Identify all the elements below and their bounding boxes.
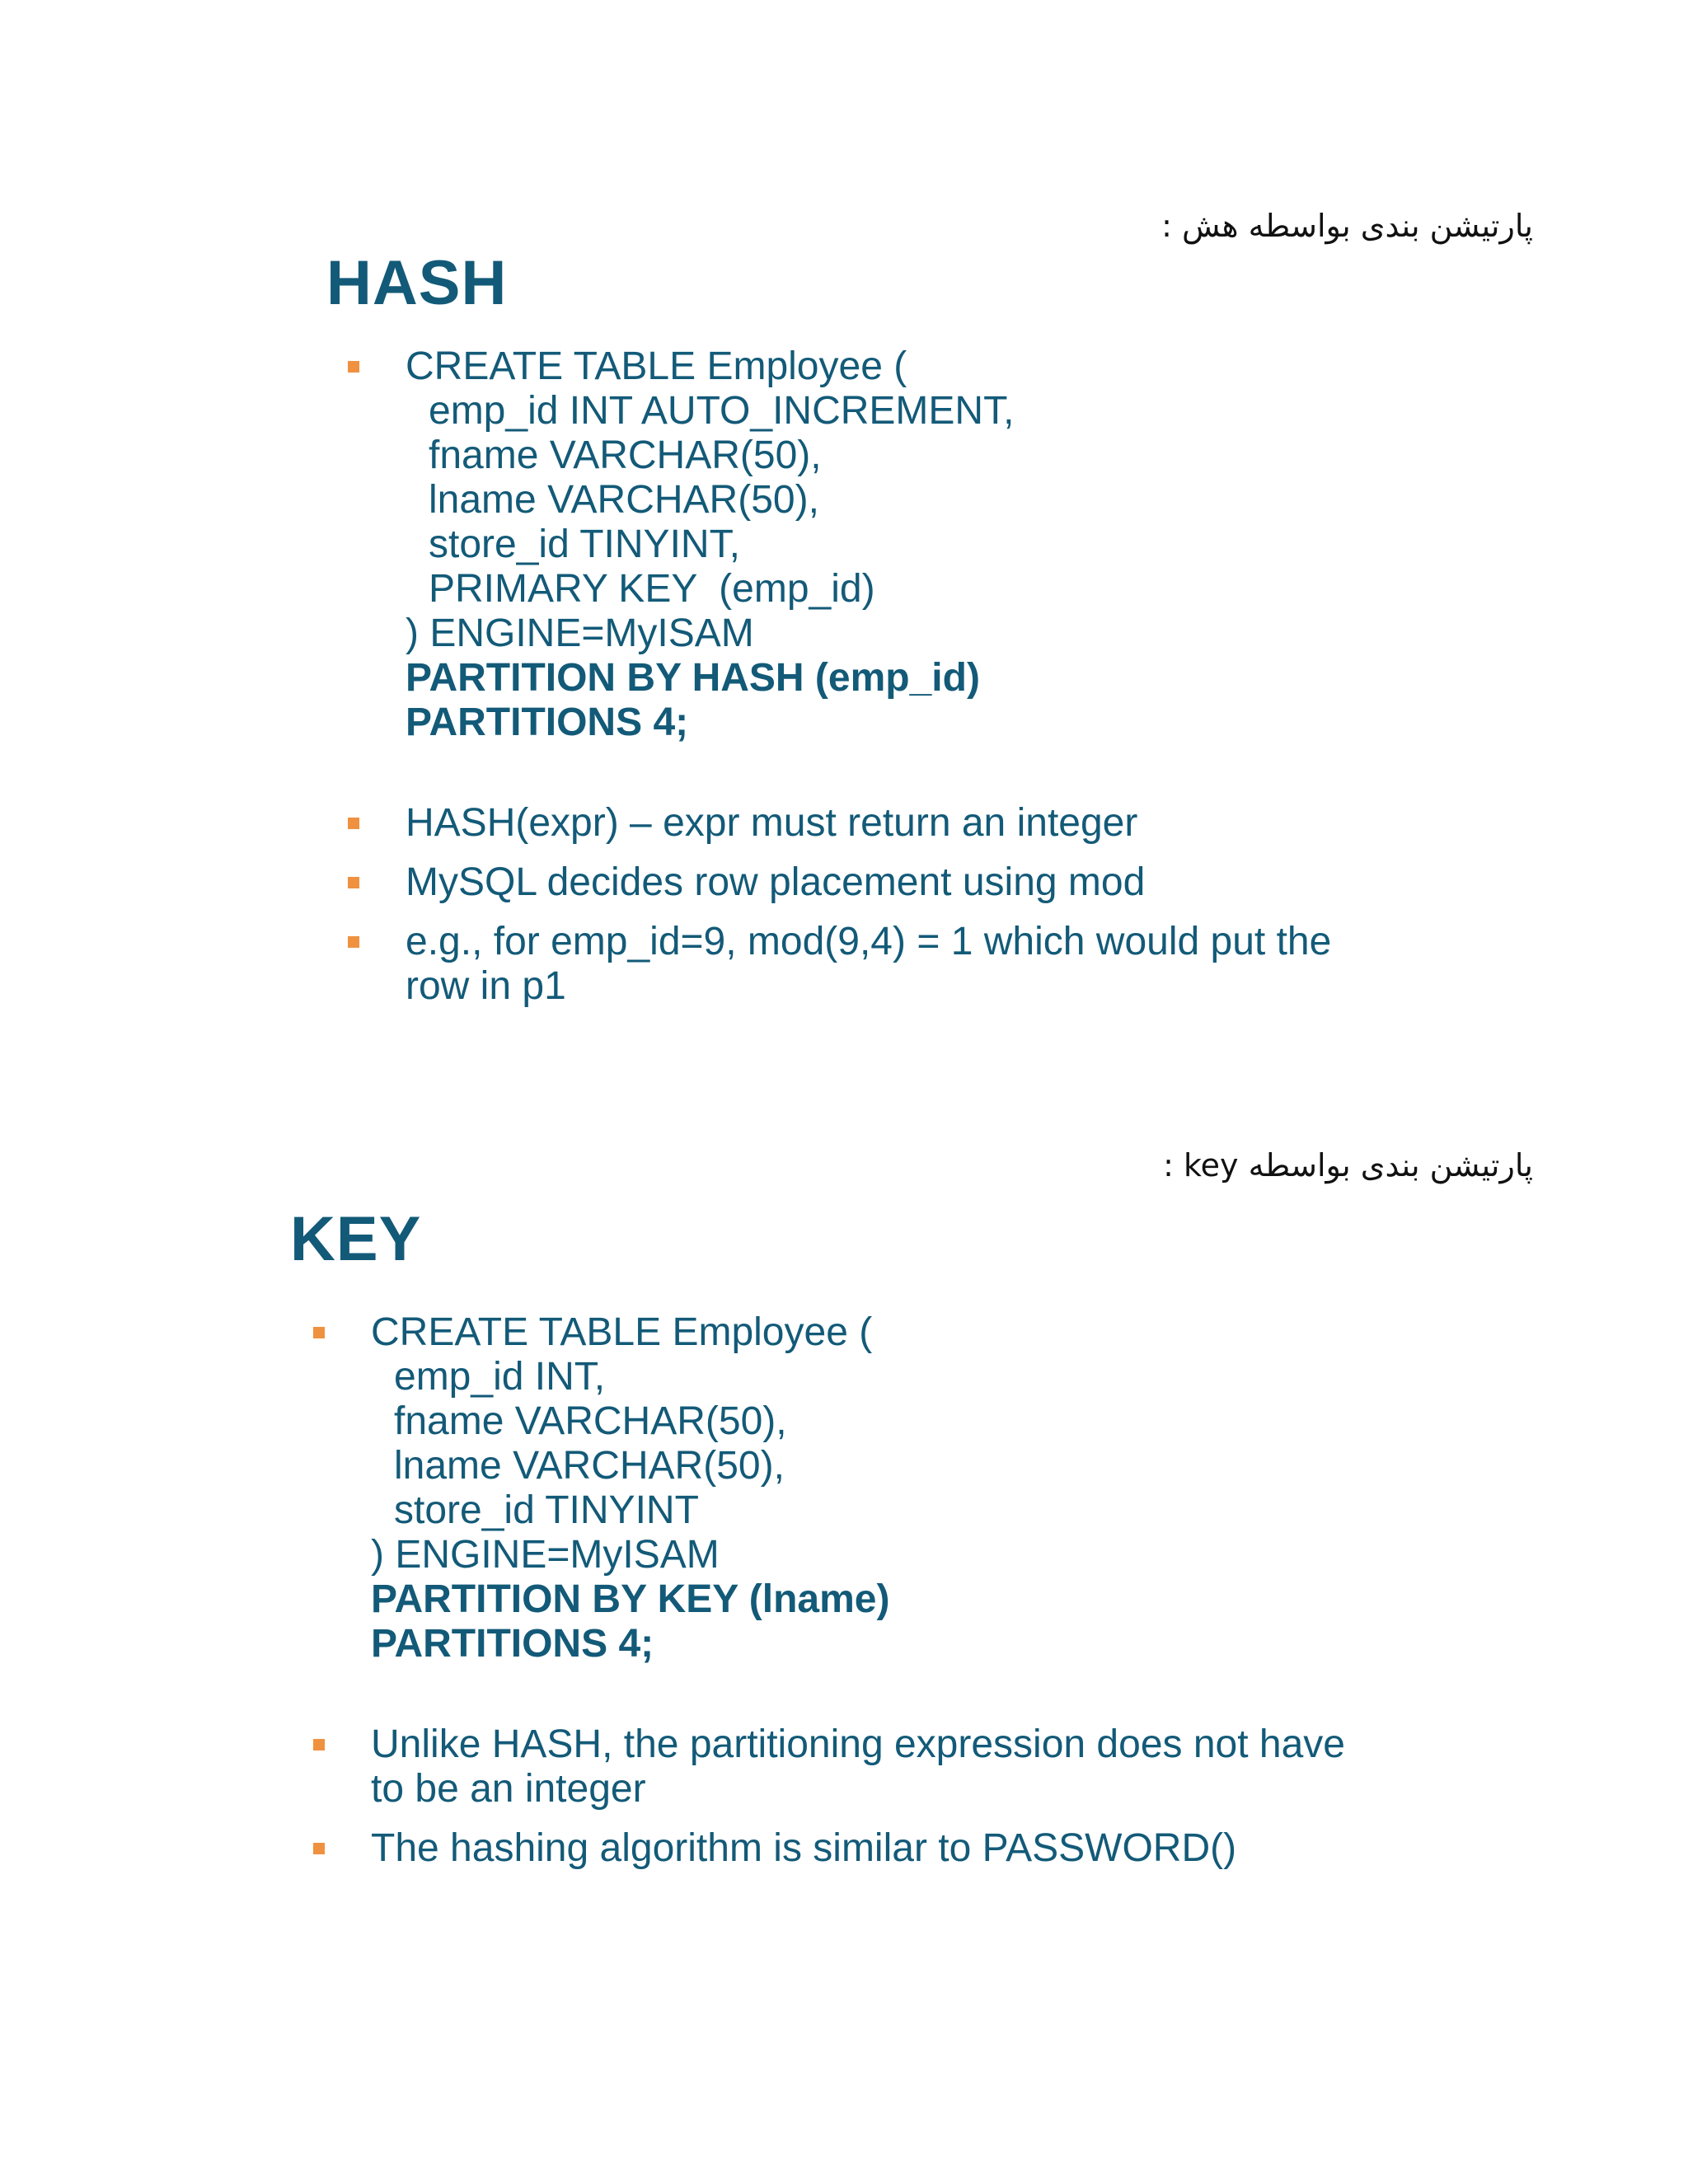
- note-text: row in p1: [406, 964, 566, 1008]
- note-text: MySQL decides row placement using mod: [406, 860, 1146, 904]
- code-line: ) ENGINE=MyISAM: [371, 1533, 720, 1577]
- key-note-bullet: [270, 1722, 1345, 1811]
- bullet-square-icon: [313, 1843, 325, 1854]
- note-text: The hashing algorithm is similar to PASSWORD(): [371, 1826, 1237, 1870]
- code-line: store_id TINYINT,: [429, 523, 740, 566]
- hash-slide: [305, 247, 1426, 1063]
- key-bullet-list: [270, 1310, 1345, 1871]
- hash-note-bullet: [305, 860, 1331, 905]
- note-text: Unlike HASH, the partitioning expression does not have: [371, 1722, 1345, 1766]
- code-line: emp_id INT AUTO_INCREMENT,: [429, 389, 1015, 433]
- code-line: fname VARCHAR(50),: [429, 434, 822, 477]
- note-text: to be an integer: [371, 1767, 646, 1811]
- hash-code-bullet: [305, 344, 1331, 745]
- code-line: CREATE TABLE Employee (: [371, 1310, 873, 1354]
- code-line: emp_id INT,: [394, 1355, 606, 1399]
- bullet-square-icon: [348, 361, 359, 373]
- hash-note-bullet: [305, 801, 1331, 846]
- code-line: fname VARCHAR(50),: [394, 1399, 787, 1443]
- hash-bullet-list: [305, 344, 1331, 1009]
- code-line-partition: PARTITION BY KEY (lname): [371, 1577, 890, 1621]
- bullet-square-icon: [313, 1739, 325, 1750]
- key-note-bullet: [270, 1826, 1345, 1871]
- code-line: store_id TINYINT: [394, 1488, 699, 1532]
- bullet-square-icon: [348, 818, 359, 829]
- code-line: ) ENGINE=MyISAM: [406, 612, 754, 655]
- hash-section-caption: پارتیشن بندی بواسطه هش :: [1161, 208, 1533, 244]
- code-line-partitions: PARTITIONS 4;: [371, 1622, 654, 1666]
- code-line-partition: PARTITION BY HASH (emp_id): [406, 656, 980, 700]
- code-line: lname VARCHAR(50),: [394, 1444, 785, 1488]
- hash-note-bullet: [305, 920, 1331, 1009]
- note-text: HASH(expr) – expr must return an integer: [406, 801, 1138, 845]
- code-line: lname VARCHAR(50),: [429, 478, 819, 522]
- bullet-square-icon: [348, 936, 359, 948]
- code-line-partitions: PARTITIONS 4;: [406, 701, 689, 744]
- code-line: CREATE TABLE Employee (: [406, 344, 907, 388]
- note-text: e.g., for emp_id=9, mod(9,4) = 1 which would put the: [406, 920, 1332, 963]
- key-section-caption: پارتیشن بندی بواسطه key :: [1163, 1147, 1533, 1183]
- bullet-square-icon: [348, 877, 359, 888]
- key-slide: [270, 1203, 1424, 1929]
- key-code-bullet: [270, 1310, 1345, 1666]
- hash-slide-title: HASH: [326, 248, 508, 318]
- key-slide-title: KEY: [290, 1204, 422, 1274]
- bullet-square-icon: [313, 1327, 325, 1338]
- code-line: PRIMARY KEY (emp_id): [429, 567, 875, 611]
